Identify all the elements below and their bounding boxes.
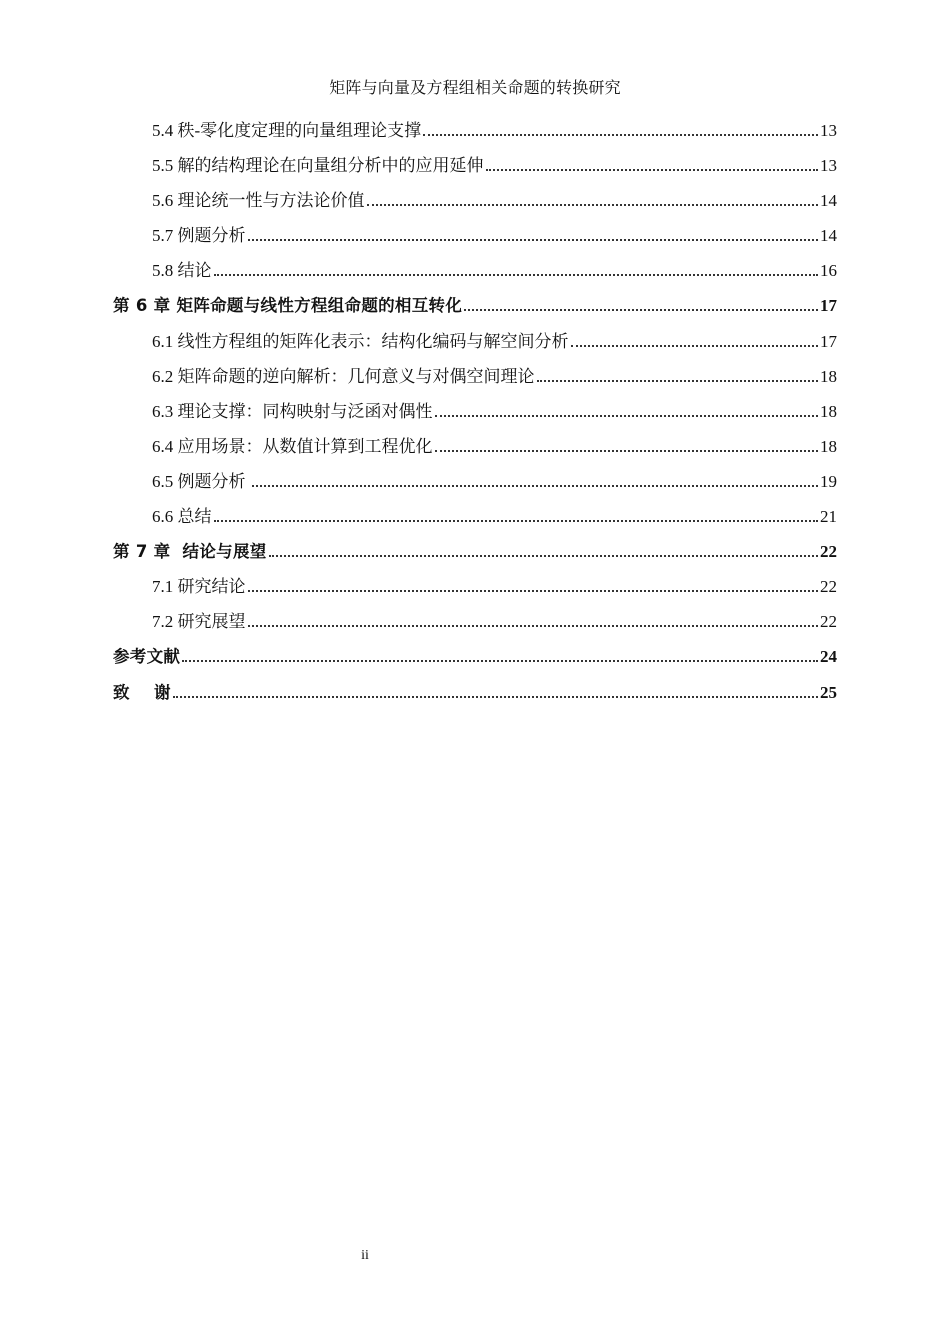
toc-dot-leader	[214, 519, 819, 522]
toc-dot-leader	[248, 238, 819, 241]
toc-entry[interactable]	[113, 470, 837, 505]
toc-entry-page: 14	[820, 191, 837, 211]
toc-entry-title: 6.6 总结	[152, 507, 212, 527]
toc-entry-title: 5.5 解的结构理论在向量组分析中的应用延伸	[152, 156, 484, 176]
toc-entry-title: 6.1 线性方程组的矩阵化表示：结构化编码与解空间分析	[152, 331, 569, 351]
toc-entry-page: 22	[820, 542, 837, 562]
toc-entry-title: 7.1 研究结论	[152, 577, 246, 597]
toc-entry-page: 22	[820, 577, 837, 597]
toc-entry[interactable]	[113, 400, 837, 435]
toc-entry-title: 5.4 秩-零化度定理的向量组理论支撑	[152, 121, 422, 140]
toc-dot-leader	[252, 484, 818, 487]
toc-dot-leader	[269, 554, 818, 557]
toc-entry-page: 13	[820, 156, 837, 176]
toc-entry-page: 22	[820, 612, 837, 632]
toc-entry-page: 17	[820, 331, 837, 351]
toc-entry[interactable]	[113, 330, 837, 365]
toc-entry-page: 25	[820, 682, 837, 702]
toc-entry-title: 6.5 例题分析	[152, 471, 250, 491]
toc-entry-page: 18	[820, 436, 837, 456]
page-number: ii	[361, 1248, 369, 1263]
toc-entry-title: 6.2 矩阵命题的逆向解析：几何意义与对偶空间理论	[152, 366, 535, 386]
toc-chapter-entry[interactable]	[113, 294, 837, 329]
toc-chapter-entry[interactable]	[113, 645, 837, 680]
toc-dot-leader	[248, 624, 819, 627]
toc-dot-leader	[435, 449, 819, 452]
toc-entry-page: 24	[820, 647, 837, 667]
toc-dot-leader	[464, 308, 818, 311]
toc-dot-leader	[571, 344, 819, 347]
toc-entry[interactable]	[113, 365, 837, 400]
toc-entry[interactable]	[113, 224, 837, 259]
toc-entry-title: 第 6 章 矩阵命题与线性方程组命题的相互转化	[113, 296, 463, 316]
toc-chapter-entry[interactable]	[113, 681, 837, 716]
toc-entry-page: 21	[820, 507, 837, 527]
toc-entry-page: 18	[820, 401, 837, 421]
toc-dot-leader	[173, 695, 818, 698]
toc-dot-leader	[248, 589, 819, 592]
toc-chapter-entry[interactable]	[113, 540, 837, 575]
toc-entry-page: 19	[820, 471, 837, 491]
toc-entry[interactable]	[113, 610, 837, 645]
toc-entry[interactable]	[113, 575, 837, 610]
toc-entry-title: 6.3 理论支撑：同构映射与泛函对偶性	[152, 401, 433, 421]
toc-entry-page: 17	[820, 296, 837, 316]
toc-entry[interactable]	[113, 259, 837, 294]
toc-entry-title: 7.2 研究展望	[152, 612, 246, 632]
toc-entry[interactable]	[113, 119, 837, 154]
toc-dot-leader	[435, 414, 819, 417]
toc-entry[interactable]	[113, 435, 837, 470]
toc-entry-title: 5.8 结论	[152, 261, 212, 281]
toc-entry-page: 13	[820, 121, 837, 140]
toc-entry-page: 16	[820, 261, 837, 281]
toc-dot-leader	[214, 273, 819, 276]
toc-dot-leader	[367, 203, 819, 206]
toc-entry-title: 参考文献	[113, 647, 181, 667]
toc-dot-leader	[423, 133, 818, 136]
toc-entry-title: 5.7 例题分析	[152, 226, 246, 246]
toc-entry-title: 致 谢	[113, 682, 171, 702]
toc-entry-page: 18	[820, 366, 837, 386]
toc-dot-leader	[182, 659, 818, 662]
toc-entry-title: 5.6 理论统一性与方法论价值	[152, 191, 365, 211]
toc-entry[interactable]	[113, 154, 837, 189]
toc-dot-leader	[537, 379, 819, 382]
toc-entry-title: 第 7 章 结论与展望	[113, 542, 267, 562]
toc-entry-page: 14	[820, 226, 837, 246]
table-of-contents	[113, 119, 837, 716]
toc-dot-leader	[486, 168, 819, 171]
toc-entry-title: 6.4 应用场景：从数值计算到工程优化	[152, 436, 433, 456]
toc-entry[interactable]	[113, 505, 837, 540]
running-header: 矩阵与向量及方程组相关命题的转换研究	[329, 80, 621, 97]
toc-entry[interactable]	[113, 189, 837, 224]
